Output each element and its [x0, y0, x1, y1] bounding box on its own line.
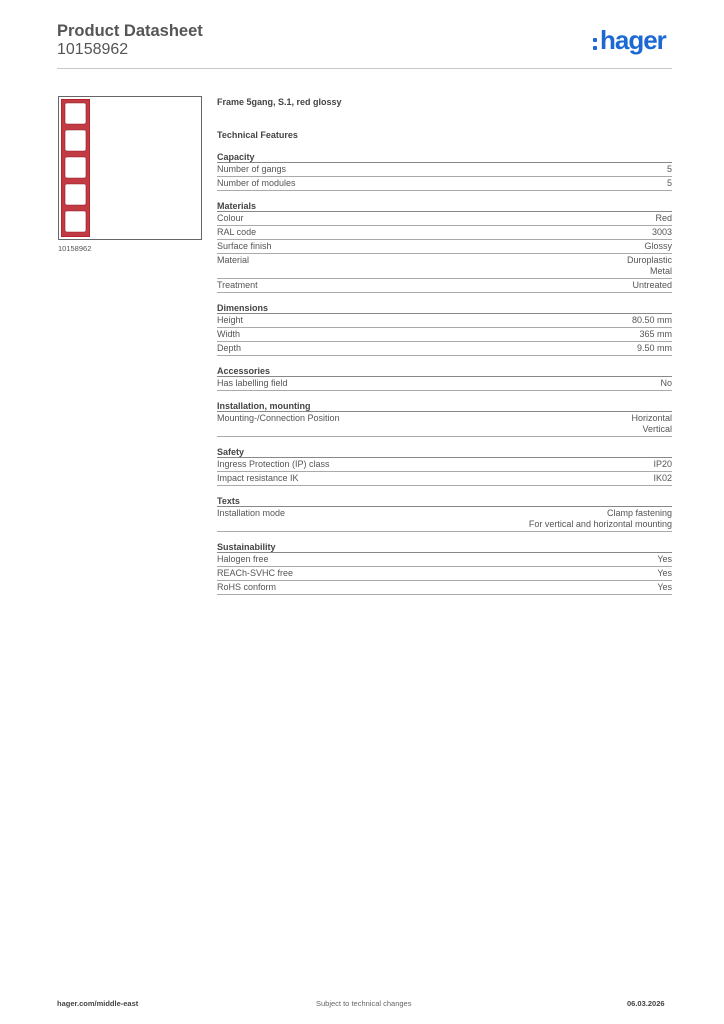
feature-value-line: 9.50 mm [636, 343, 672, 353]
feature-label: Colour [217, 213, 244, 223]
feature-section [217, 200, 672, 293]
feature-value-line: Untreated [632, 280, 672, 290]
feature-label: Material [217, 255, 250, 265]
feature-row [217, 507, 672, 532]
feature-sections [217, 151, 672, 595]
feature-row [217, 163, 672, 177]
feature-label: Impact resistance IK [217, 473, 299, 483]
feature-section [217, 446, 672, 486]
feature-label: Mounting-/Connection Position [217, 413, 340, 423]
feature-value [529, 508, 672, 530]
feature-value-line: Yes [657, 582, 672, 592]
feature-value [652, 227, 672, 238]
feature-value-line: Horizontal [631, 413, 672, 423]
section-title: Sustainability [217, 541, 672, 553]
feature-label: RAL code [217, 227, 257, 237]
feature-value-line: Yes [657, 554, 672, 564]
feature-value [660, 378, 672, 389]
section-title: Installation, mounting [217, 400, 672, 412]
section-title: Materials [217, 200, 672, 212]
feature-section [217, 495, 672, 532]
feature-value [632, 315, 672, 326]
feature-value [657, 568, 672, 579]
feature-label: Width [217, 329, 241, 339]
datasheet-content [217, 95, 672, 604]
feature-label: Number of gangs [217, 164, 287, 174]
product-image [58, 96, 202, 240]
feature-value-line: Glossy [644, 241, 672, 251]
feature-value-line: IK02 [653, 473, 672, 483]
feature-value-line: Metal [649, 266, 672, 276]
feature-value [644, 241, 672, 252]
feature-value [637, 343, 672, 354]
feature-row [217, 314, 672, 328]
feature-row [217, 567, 672, 581]
logo-text: hager [600, 25, 666, 55]
footer-notice: Subject to technical changes [316, 999, 412, 1008]
frame-5gang-illustration [59, 97, 201, 239]
feature-row [217, 226, 672, 240]
feature-value [657, 582, 672, 593]
logo-dot-icon [593, 38, 597, 42]
product-caption: 10158962 [58, 244, 92, 253]
feature-section [217, 541, 672, 595]
feature-value [655, 213, 672, 224]
feature-label: Has labelling field [217, 378, 288, 388]
feature-label: Ingress Protection (IP) class [217, 459, 330, 469]
feature-value-line: 5 [666, 164, 672, 174]
feature-label: Number of modules [217, 178, 296, 188]
feature-label: Halogen free [217, 554, 269, 564]
feature-row [217, 458, 672, 472]
feature-row [217, 553, 672, 567]
section-title: Capacity [217, 151, 672, 163]
footer-website: hager.com/middle-east [57, 999, 139, 1008]
feature-row [217, 581, 672, 595]
header-divider [57, 68, 672, 69]
feature-value-line: Clamp fastening [606, 508, 672, 518]
feature-section [217, 400, 672, 437]
feature-value-line: For vertical and horizontal mounting [528, 519, 672, 529]
feature-row [217, 342, 672, 356]
footer-date: 06.03.2026 [627, 999, 665, 1008]
feature-value [653, 473, 672, 484]
section-title: Dimensions [217, 302, 672, 314]
feature-value-line: Yes [657, 568, 672, 578]
feature-row [217, 377, 672, 391]
feature-row [217, 254, 672, 279]
section-title: Accessories [217, 365, 672, 377]
feature-label: REACh-SVHC free [217, 568, 294, 578]
feature-value-line: IP20 [653, 459, 672, 469]
feature-value [639, 329, 672, 340]
feature-value-line: 3003 [651, 227, 672, 237]
feature-value [632, 280, 672, 291]
feature-row [217, 240, 672, 254]
feature-value-line: 80.50 mm [631, 315, 672, 325]
feature-value [653, 459, 672, 470]
feature-value [657, 554, 672, 565]
page-title: Product Datasheet [57, 22, 203, 40]
feature-row [217, 212, 672, 226]
feature-value-line: 5 [666, 178, 672, 188]
feature-row [217, 412, 672, 437]
feature-value [667, 164, 672, 175]
feature-row [217, 279, 672, 293]
feature-section [217, 151, 672, 191]
feature-value-line: 365 mm [639, 329, 672, 339]
feature-label: Surface finish [217, 241, 272, 251]
feature-value [667, 178, 672, 189]
feature-value-line: Vertical [642, 424, 672, 434]
feature-row [217, 177, 672, 191]
feature-label: Treatment [217, 280, 258, 290]
feature-row [217, 472, 672, 486]
product-name: Frame 5gang, S.1, red glossy [217, 97, 342, 107]
feature-row [217, 328, 672, 342]
technical-features-title: Technical Features [217, 130, 298, 140]
feature-label: Depth [217, 343, 242, 353]
feature-label: Installation mode [217, 508, 286, 518]
feature-label: RoHS conform [217, 582, 277, 592]
feature-value-line: No [660, 378, 672, 388]
logo-dot-icon [593, 46, 597, 50]
feature-label: Height [217, 315, 244, 325]
feature-value [631, 413, 672, 435]
hager-logo [593, 25, 675, 57]
section-title: Texts [217, 495, 672, 507]
feature-value-line: Red [655, 213, 672, 223]
feature-section [217, 365, 672, 391]
feature-value [627, 255, 672, 277]
feature-section [217, 302, 672, 356]
feature-value-line: Duroplastic [626, 255, 672, 265]
section-title: Safety [217, 446, 672, 458]
product-number: 10158962 [57, 41, 129, 58]
